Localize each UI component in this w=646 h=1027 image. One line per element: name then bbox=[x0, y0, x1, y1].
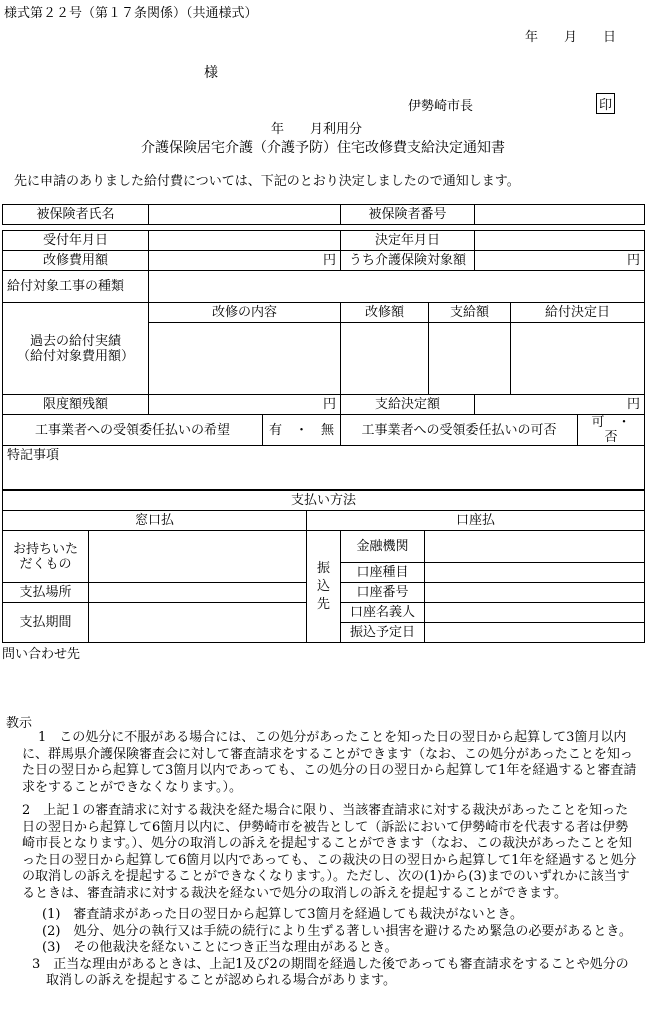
instruction-heading: 教示 bbox=[6, 716, 33, 731]
bring-items-line2: だくもの bbox=[19, 556, 72, 572]
payment-table bbox=[2, 490, 645, 643]
transfer-date-value bbox=[425, 623, 645, 643]
insured-number-value bbox=[475, 205, 645, 225]
intro-text: 先に申請のありました給付費については、下記のとおり決定しましたので通知します。 bbox=[14, 174, 520, 189]
instruction-sub-1: (1) 審査請求があった日の翌日から起算して3箇月を経過しても裁決がないとき。 bbox=[42, 907, 524, 922]
issue-date: 年 月 日 bbox=[525, 30, 617, 45]
transfer-label bbox=[307, 531, 341, 643]
renovation-cost-label: 改修費用額 bbox=[3, 251, 149, 271]
usage-month: 年 月利用分 bbox=[271, 122, 363, 137]
bank-label: 金融機関 bbox=[341, 531, 425, 563]
past-benefits-label-line2: （給付対象費用額） bbox=[16, 348, 134, 364]
insured-portion-label: うち介護保険対象額 bbox=[341, 251, 475, 271]
transfer-label-text: 振込先 bbox=[316, 560, 330, 612]
bring-items-label bbox=[3, 531, 89, 583]
insured-table bbox=[2, 204, 645, 225]
contractor-allowed-options: 可 ・ 否 bbox=[578, 415, 645, 446]
special-notes: 特記事項 bbox=[3, 446, 645, 490]
seal-mark: 印 bbox=[596, 93, 615, 114]
counter-payment-label: 窓口払 bbox=[3, 511, 307, 531]
past-date-value bbox=[511, 323, 645, 395]
addressee-suffix: 様 bbox=[204, 65, 218, 81]
receipt-date-value bbox=[149, 231, 341, 251]
contractor-allowed-label: 工事業者への受領委任払いの可否 bbox=[341, 415, 578, 446]
instruction-body bbox=[6, 730, 640, 990]
past-content-value bbox=[149, 323, 341, 395]
account-holder-label: 口座名義人 bbox=[341, 603, 425, 623]
page-title: 介護保険居宅介護（介護予防）住宅改修費支給決定通知書 bbox=[141, 140, 505, 156]
col-renovation-cost: 改修額 bbox=[341, 303, 429, 323]
insured-name-label: 被保険者氏名 bbox=[3, 205, 149, 225]
instruction-item-1: 1 この処分に不服がある場合には、この処分があったことを知った日の翌日から起算して3箇月以内に、群馬県介護保険審査会に対して審査請求をすることができます（なお、この処分があったことを知った日の翌日から起算して3箇月以内であっても、この処分の日の翌日から起算して1年を経過すると審査請求をすることができなくなります。）。 bbox=[22, 730, 637, 795]
past-paid-value bbox=[429, 323, 511, 395]
benefit-table bbox=[2, 230, 645, 490]
instruction-sub-2: (2) 処分、処分の執行又は手続の続行により生ずる著しい損害を避けるため緊急の必要があるとき。 bbox=[42, 923, 632, 939]
account-payment-label: 口座払 bbox=[307, 511, 645, 531]
past-benefits-label bbox=[3, 303, 149, 395]
decision-date-value bbox=[475, 231, 645, 251]
col-paid-amount: 支給額 bbox=[429, 303, 511, 323]
limit-remaining-label: 限度額残額 bbox=[3, 395, 149, 415]
payment-place-label: 支払場所 bbox=[3, 583, 89, 603]
receipt-date-label: 受付年月日 bbox=[3, 231, 149, 251]
transfer-date-label: 振込予定日 bbox=[341, 623, 425, 643]
payment-method-title: 支払い方法 bbox=[3, 491, 645, 511]
payment-decision-label: 支給決定額 bbox=[341, 395, 475, 415]
contractor-wish-label: 工事業者への受領委任払いの希望 bbox=[3, 415, 263, 446]
work-type-label: 給付対象工事の種類 bbox=[3, 271, 149, 303]
col-renovation-content: 改修の内容 bbox=[149, 303, 341, 323]
past-cost-value bbox=[341, 323, 429, 395]
payment-period-value bbox=[89, 603, 307, 643]
account-number-label: 口座番号 bbox=[341, 583, 425, 603]
payment-place-value bbox=[89, 583, 307, 603]
insured-number-label: 被保険者番号 bbox=[341, 205, 475, 225]
payment-period-label: 支払期間 bbox=[3, 603, 89, 643]
bank-value bbox=[425, 531, 645, 563]
col-decision-date: 給付決定日 bbox=[511, 303, 645, 323]
contact-label: 問い合わせ先 bbox=[2, 647, 81, 662]
instruction-sub-3: (3) その他裁決を経ないことにつき正当な理由があるとき。 bbox=[42, 940, 398, 955]
work-type-value bbox=[149, 271, 645, 303]
account-holder-value bbox=[425, 603, 645, 623]
bring-items-value bbox=[89, 531, 307, 583]
limit-remaining-yen: 円 bbox=[149, 395, 341, 415]
contractor-wish-options: 有 ・ 無 bbox=[263, 415, 341, 446]
bring-items-line1: お持ちいた bbox=[12, 541, 78, 557]
instruction-item-3: 3 正当な理由があるときは、上記1及び2の期間を経過した後であっても審査請求をすることや処分の取消しの訴えを提起することが認められる場合があります。 bbox=[32, 956, 629, 988]
account-type-value bbox=[425, 563, 645, 583]
account-number-value bbox=[425, 583, 645, 603]
account-type-label: 口座種目 bbox=[341, 563, 425, 583]
insured-name-value bbox=[149, 205, 341, 225]
renovation-cost-yen: 円 bbox=[149, 251, 341, 271]
instruction-item-2: 2 上記１の審査請求に対する裁決を経た場合に限り、当該審査請求に対する裁決があったことを知った日の翌日から起算して6箇月以内に、伊勢崎市を被告として（訴訟において伊勢崎市を代表する者は伊勢崎市長となります。）、処分の取消しの訴えを提起することができます（なお、この裁決があったことを知った日の翌日から起算して6箇月以内であっても、この裁決の日の翌日から起算して1年を経過すると処分の取消しの訴えを提起することができなくなります。）。ただし、次の(1)から(3)までのいずれかに該当するときは、審査請求に対する裁決を経ないで処分の取消しの訴えを提起することができます。 bbox=[22, 803, 637, 901]
decision-date-label: 決定年月日 bbox=[341, 231, 475, 251]
form-number: 様式第２２号（第１７条関係）（共通様式） bbox=[4, 6, 258, 21]
insured-portion-yen: 円 bbox=[475, 251, 645, 271]
past-benefits-label-line1: 過去の給付実績 bbox=[29, 333, 121, 349]
issuer-name: 伊勢崎市長 bbox=[408, 99, 474, 114]
payment-decision-yen: 円 bbox=[475, 395, 645, 415]
